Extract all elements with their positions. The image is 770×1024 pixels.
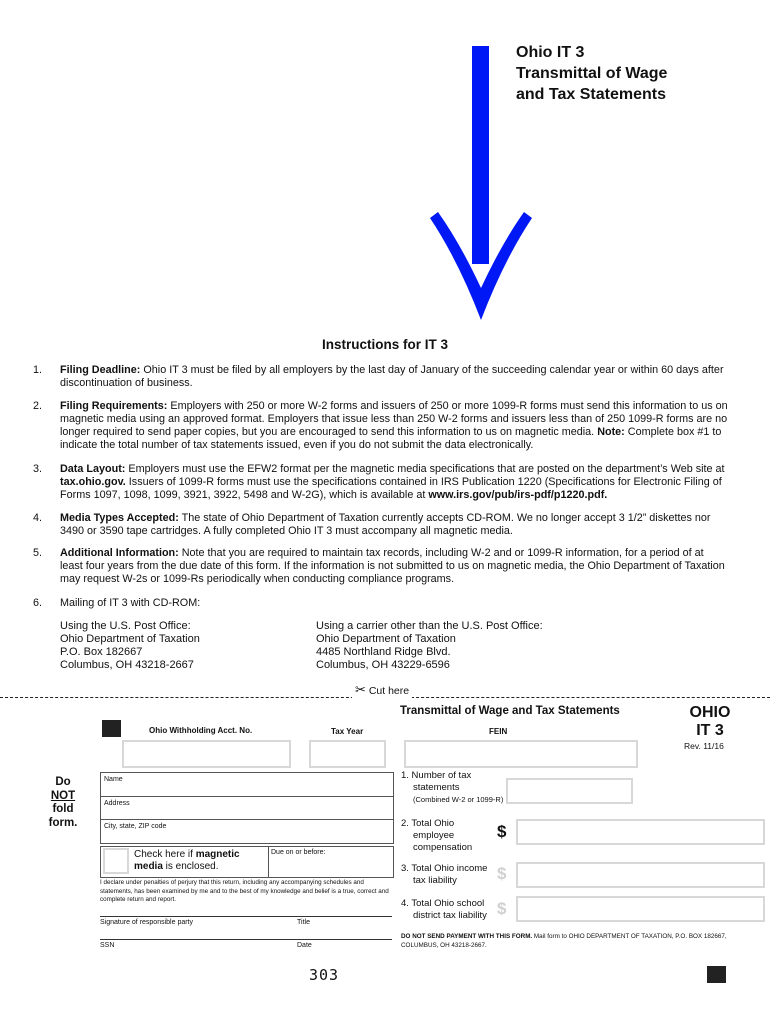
tax-year-field[interactable] <box>309 740 386 768</box>
instructions-title: Instructions for IT 3 <box>321 337 448 352</box>
perjury-declaration: I declare under penalties of perjury that this return, including any accompanying schedules and statements, has been examined by me and to the best of my knowledge and belief is a true, correct and complete return and report. <box>100 879 389 903</box>
box2-label: 2. Total Ohio employee compensation <box>401 818 473 853</box>
box3-label: 3. Total Ohio income tax liability <box>401 863 488 886</box>
date-label: Date <box>297 942 312 949</box>
ssn-date-line[interactable] <box>100 939 392 940</box>
mailing-usps-address: Using the U.S. Post Office: Ohio Department of Taxation P.O. Box 182667 Columbus, OH 43218-2667 <box>60 620 200 671</box>
document-title: Ohio IT 3 Transmittal of Wage and Tax Statements <box>516 44 668 103</box>
ssn-label: SSN <box>100 942 115 949</box>
fein-label: FEIN <box>489 727 508 736</box>
signature-line[interactable] <box>100 916 392 917</box>
registration-mark <box>102 720 121 737</box>
box2-dollar-sign: $ <box>497 822 507 841</box>
name-address-box[interactable] <box>100 772 394 844</box>
cut-here-label: ✂ Cut here <box>352 682 412 698</box>
box4-field[interactable] <box>516 896 765 922</box>
box4-label: 4. Total Ohio school district tax liability <box>401 898 487 921</box>
address-label: Address <box>104 800 130 807</box>
due-date-label: Due on or before: <box>271 849 326 856</box>
instruction-5: 5. Additional Information: Note that you are required to maintain tax records, including W-2 and or 1099-R information, for a period of at least four years from the due date of this form. If the information is not submitted to us on magnetic media, the Ohio Department of Taxation may request W-2s or 1099-Rs periodically when conducting compliance programs. <box>33 547 725 585</box>
instruction-3: 3. Data Layout: Employers must use the EFW2 format per the magnetic media specifications that are posted on the department’s Web site at tax.ohio.gov. Issuers of 1099-R forms must use the specifications contained in IRS Publication 1220 (Specifications for Electronic Filing of Forms 1097, 1098, 1099, 3921, 3922, 5498 and W-2G), which is available at www.irs.gov/pub/irs-pdf/p1220.pdf. <box>33 463 725 501</box>
acct-label: Ohio Withholding Acct. No. <box>149 726 253 735</box>
instruction-4: 4. Media Types Accepted: The state of Ohio Department of Taxation currently accepts CD-ROM. We no longer accept 3 1/2” diskettes nor 3490 or 3590 tape cartridges. A fully completed Ohio IT 3 must accompany all magnetic media. <box>33 512 711 537</box>
name-label: Name <box>104 776 123 783</box>
tax-year-label: Tax Year <box>331 727 364 736</box>
instruction-2: 2. Filing Requirements: Employers with 250 or more W-2 forms and issuers of 250 or more 1099-R forms must send this information to us on magnetic media using an approved format. Employers that issue less than 250 W-2 forms and issuers less than of 250 1099-R forms are no longer required to send paper copies, but you are encouraged to send this information to us on magnetic media. Note: Complete box #1 to indicate the total number of tax statements issued, even if you do not submit the data electronically. <box>33 400 728 451</box>
acct-number-field[interactable] <box>122 740 291 768</box>
magnetic-media-label: Check here if magnetic media is enclosed. <box>134 849 240 872</box>
title-label: Title <box>297 919 310 926</box>
ohio-it3-mark: OHIO IT 3 <box>689 704 731 739</box>
payment-notice: DO NOT SEND PAYMENT WITH THIS FORM. Mail form to OHIO DEPARTMENT OF TAXATION, P.O. BOX 182667, COLUMBUS, OH 43218-2667. <box>401 933 727 949</box>
registration-mark-bottom <box>707 966 726 983</box>
instruction-6: 6. Mailing of IT 3 with CD-ROM: <box>33 597 201 609</box>
box4-dollar-sign: $ <box>497 899 507 918</box>
box3-field[interactable] <box>516 862 765 888</box>
form-title: Transmittal of Wage and Tax Statements <box>400 705 620 717</box>
scissors-icon: ✂ <box>355 682 366 697</box>
do-not-fold-note: Do NOT fold form. <box>48 776 78 829</box>
form-code: 303 <box>309 966 340 984</box>
revision-label: Rev. 11/16 <box>684 741 724 751</box>
box2-field[interactable] <box>516 819 765 845</box>
mailing-carrier-address: Using a carrier other than the U.S. Post Office: Ohio Department of Taxation 4485 Northland Ridge Blvd. Columbus, OH 43229-6596 <box>316 620 543 671</box>
box1-label: 1. Number of tax statements (Combined W-2 or 1099-R) <box>401 770 504 804</box>
box1-field[interactable] <box>506 778 633 804</box>
box3-dollar-sign: $ <box>497 864 507 883</box>
magnetic-media-checkbox[interactable] <box>103 848 129 874</box>
instruction-1: 1. Filing Deadline: Ohio IT 3 must be filed by all employers by the last day of January of the succeeding calendar year or within 60 days after discontinuation of business. <box>33 364 724 389</box>
city-state-zip-label: City, state, ZIP code <box>104 823 167 830</box>
fein-field[interactable] <box>404 740 638 768</box>
signature-label: Signature of responsible party <box>100 919 193 926</box>
